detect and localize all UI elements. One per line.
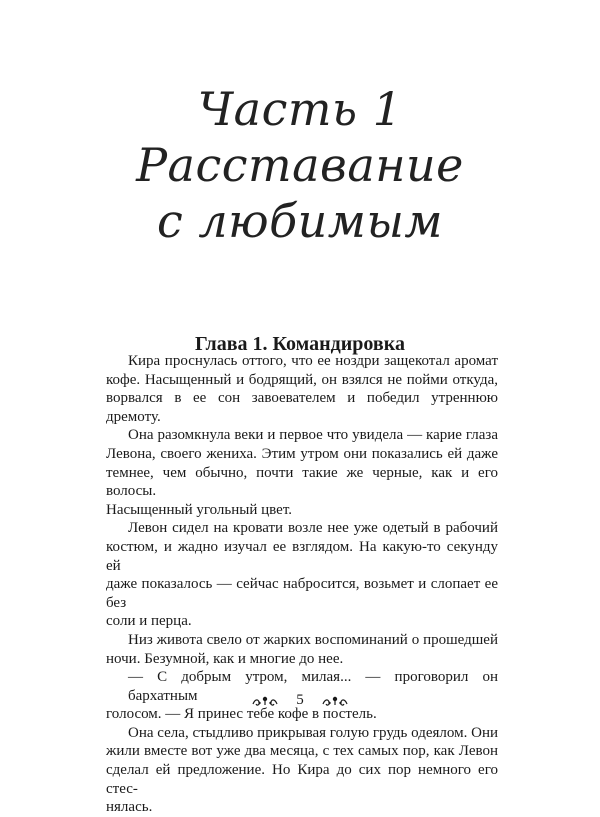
text-line: кофе. Насыщенный и бодрящий, он взялся не пойми откуда, [106,371,498,388]
floral-ornament-icon [322,695,348,707]
floral-ornament-icon [252,695,278,707]
part-title-line-1: Часть 1 [197,81,403,136]
text-line: Левон сидел на кровати возле нее уже одетый в рабочий [128,520,498,537]
part-title [0,81,600,249]
chapter-body [106,352,498,817]
text-line: Кира проснулась оттого, что ее ноздри защекотал аромат [128,353,498,369]
text-line: — С добрым утром, милая... — проговорил он бархатным [128,669,498,704]
text-line: жили вместе вот уже два месяца, с тех самых пор, как Левон [106,743,498,760]
text-line: темнее, чем обычно, почти такие же черные, как и его волосы. [106,464,498,500]
text-line: Низ живота свело от жарких воспоминаний о прошедшей [128,631,498,648]
part-title-line-3: с любимым [156,193,444,248]
text-line: соли и перца. [106,613,192,630]
paragraph-1 [106,352,498,426]
text-line: Левона, своего жениха. Этим утром они показались ей даже [106,445,498,462]
text-line: ворвался в ее сон завоевателем и победил утреннюю дремоту. [106,390,498,425]
paragraph-6 [106,724,498,817]
paragraph-4 [106,631,498,668]
chapter-title: Глава 1. Командировка [195,332,405,355]
text-line: костюм, и жадно изучал ее взглядом. На какую-то секунду ей [106,538,498,574]
text-line: ночи. Безумной, как и многие до нее. [106,650,344,667]
paragraph-3 [106,519,498,631]
text-line: сделал ей предложение. Но Кира до сих пор немного его стес- [106,762,498,797]
page-number: 5 [296,692,304,708]
page-footer [0,692,600,709]
text-line: Она разомкнула веки и первое что увидела — карие глаза [128,427,498,444]
text-line: голосом. — Я принес тебе кофе в постель. [106,706,377,723]
text-line: даже показалось — сейчас набросится, возьмет и слопает ее без [106,576,498,611]
paragraph-2 [106,426,498,519]
text-line: Насыщенный угольный цвет. [106,501,292,518]
part-title-line-2: Расставание [136,137,464,192]
text-line: нялась. [106,799,153,816]
text-line: Она села, стыдливо прикрывая голую грудь одеялом. Они [128,724,498,741]
